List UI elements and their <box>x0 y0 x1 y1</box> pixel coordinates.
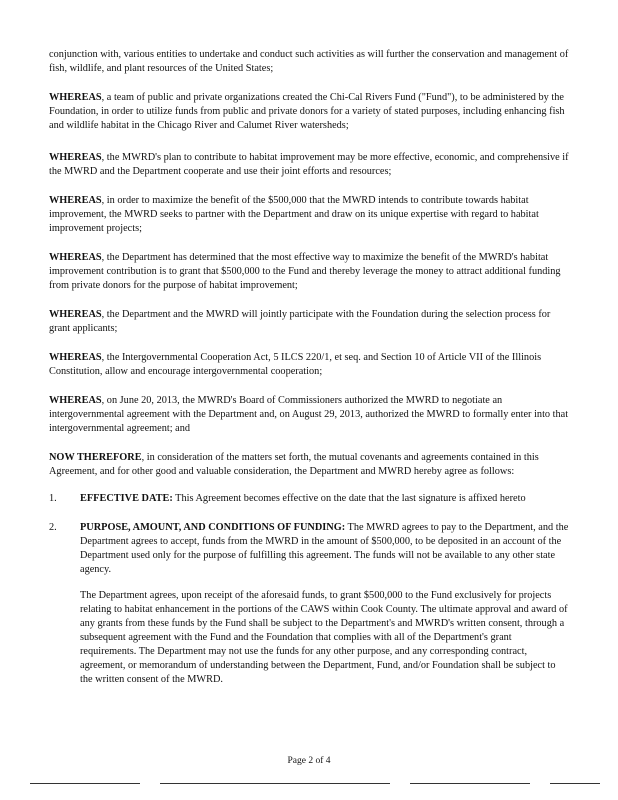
footer-rule-left <box>30 783 140 784</box>
whereas-clause-5 <box>49 308 571 336</box>
whereas-keyword: WHEREAS <box>49 252 102 263</box>
whereas-text: , on June 20, 2013, the MWRD's Board of Commissioners authorized the MWRD to negotiate an intergovernmental agreement with the Department and, on August 29, 2013, authorized the MWRD to formally enter into that intergovernmental agreement; and <box>49 395 569 434</box>
footer-rule-end <box>550 783 600 784</box>
now-therefore-clause <box>49 451 571 479</box>
section-2-continuation: The Department agrees, upon receipt of the aforesaid funds, to grant $500,000 to the Fund exclusively for projects relating to habitat enhancement in the portions of the CAWS within Cook County. The ultimate approval and award of any grants from these funds by the Fund shall be subject to the Department's and MWRD's written consent, through a subsequent agreement with the Fund and the Foundation that complies with all of the Department's grant requirements. The Department may not use the funds for any other purpose, and any corresponding contract, agreement, or memorandum of understanding between the Department, Fund, and/or Foundation shall be subject to the written consent of the MWRD. <box>80 590 568 685</box>
section-body <box>80 492 571 506</box>
section-1 <box>49 492 571 506</box>
section-text: This Agreement becomes effective on the date that the last signature is affixed hereto <box>172 493 526 504</box>
whereas-text: , the Intergovernmental Cooperation Act, 5 ILCS 220/1, et seq. and Section 10 of Article VII of the Illinois Constitution, allow and encourage intergovernmental cooperation; <box>49 352 542 377</box>
whereas-keyword: WHEREAS <box>49 195 102 206</box>
section-2 <box>49 521 571 577</box>
whereas-keyword: WHEREAS <box>49 309 102 320</box>
whereas-text: , the Department has determined that the most effective way to maximize the benefit of the MWRD's habitat improvement contribution is to grant that $500,000 to the Fund and thereby leverage the money to attract additional funding from private donors for the purpose of habitat improvement; <box>49 252 561 291</box>
intro-paragraph: conjunction with, various entities to undertake and conduct such activities as will further the conservation and management of fish, wildlife, and plant resources of the United States; <box>49 49 569 74</box>
page-number-footer: Page 2 of 4 <box>287 756 331 766</box>
whereas-keyword: WHEREAS <box>49 92 102 103</box>
whereas-text: , the MWRD's plan to contribute to habitat improvement may be more effective, economic, and comprehensive if the MWRD and the Department cooperate and use their joint efforts and resources; <box>49 152 569 177</box>
section-number: 1. <box>49 493 57 504</box>
whereas-clause-6 <box>49 351 571 379</box>
whereas-keyword: WHEREAS <box>49 152 102 163</box>
section-number: 2. <box>49 522 57 533</box>
whereas-keyword: WHEREAS <box>49 395 102 406</box>
whereas-clause-7 <box>49 394 571 436</box>
whereas-clause-4 <box>49 251 571 293</box>
whereas-text: , in order to maximize the benefit of the $500,000 that the MWRD intends to contribute towards habitat improvement, the MWRD seeks to partner with the Department and draw on its unique expertise with regard to habitat improvement projects; <box>49 195 539 234</box>
section-heading: EFFECTIVE DATE: <box>80 493 173 504</box>
section-text: The MWRD agrees to pay to the Department, and the Department agrees to accept, funds from the MWRD in the amount of $500,000, to be deposited in an account of the Department used only for the purpose of fulfilling this agreement. The funds will not be available to any other state agency. <box>80 522 569 575</box>
section-heading: PURPOSE, AMOUNT, AND CONDITIONS OF FUNDING: <box>80 522 346 533</box>
whereas-keyword: WHEREAS <box>49 352 102 363</box>
whereas-text: , a team of public and private organizations created the Chi-Cal Rivers Fund ("Fund"), to be administered by the Foundation, in order to utilize funds from public and private donors for a variety of stated purposes, including enhancing fish and wildlife habitat in the Chicago River and Calumet River watersheds; <box>49 92 565 131</box>
whereas-clause-2 <box>49 151 571 179</box>
whereas-clause-3 <box>49 194 571 236</box>
now-therefore-text: , in consideration of the matters set forth, the mutual covenants and agreements contained in this Agreement, and for other good and valuable consideration, the Department and MWRD hereby agree as follows: <box>49 452 539 477</box>
now-therefore-keyword: NOW THEREFORE <box>49 452 142 463</box>
footer-rule-center <box>160 783 390 784</box>
whereas-text: , the Department and the MWRD will jointly participate with the Foundation during the selection process for grant applicants; <box>49 309 551 334</box>
footer-rule-right <box>410 783 530 784</box>
section-body <box>80 521 571 577</box>
whereas-clause-1 <box>49 91 571 133</box>
